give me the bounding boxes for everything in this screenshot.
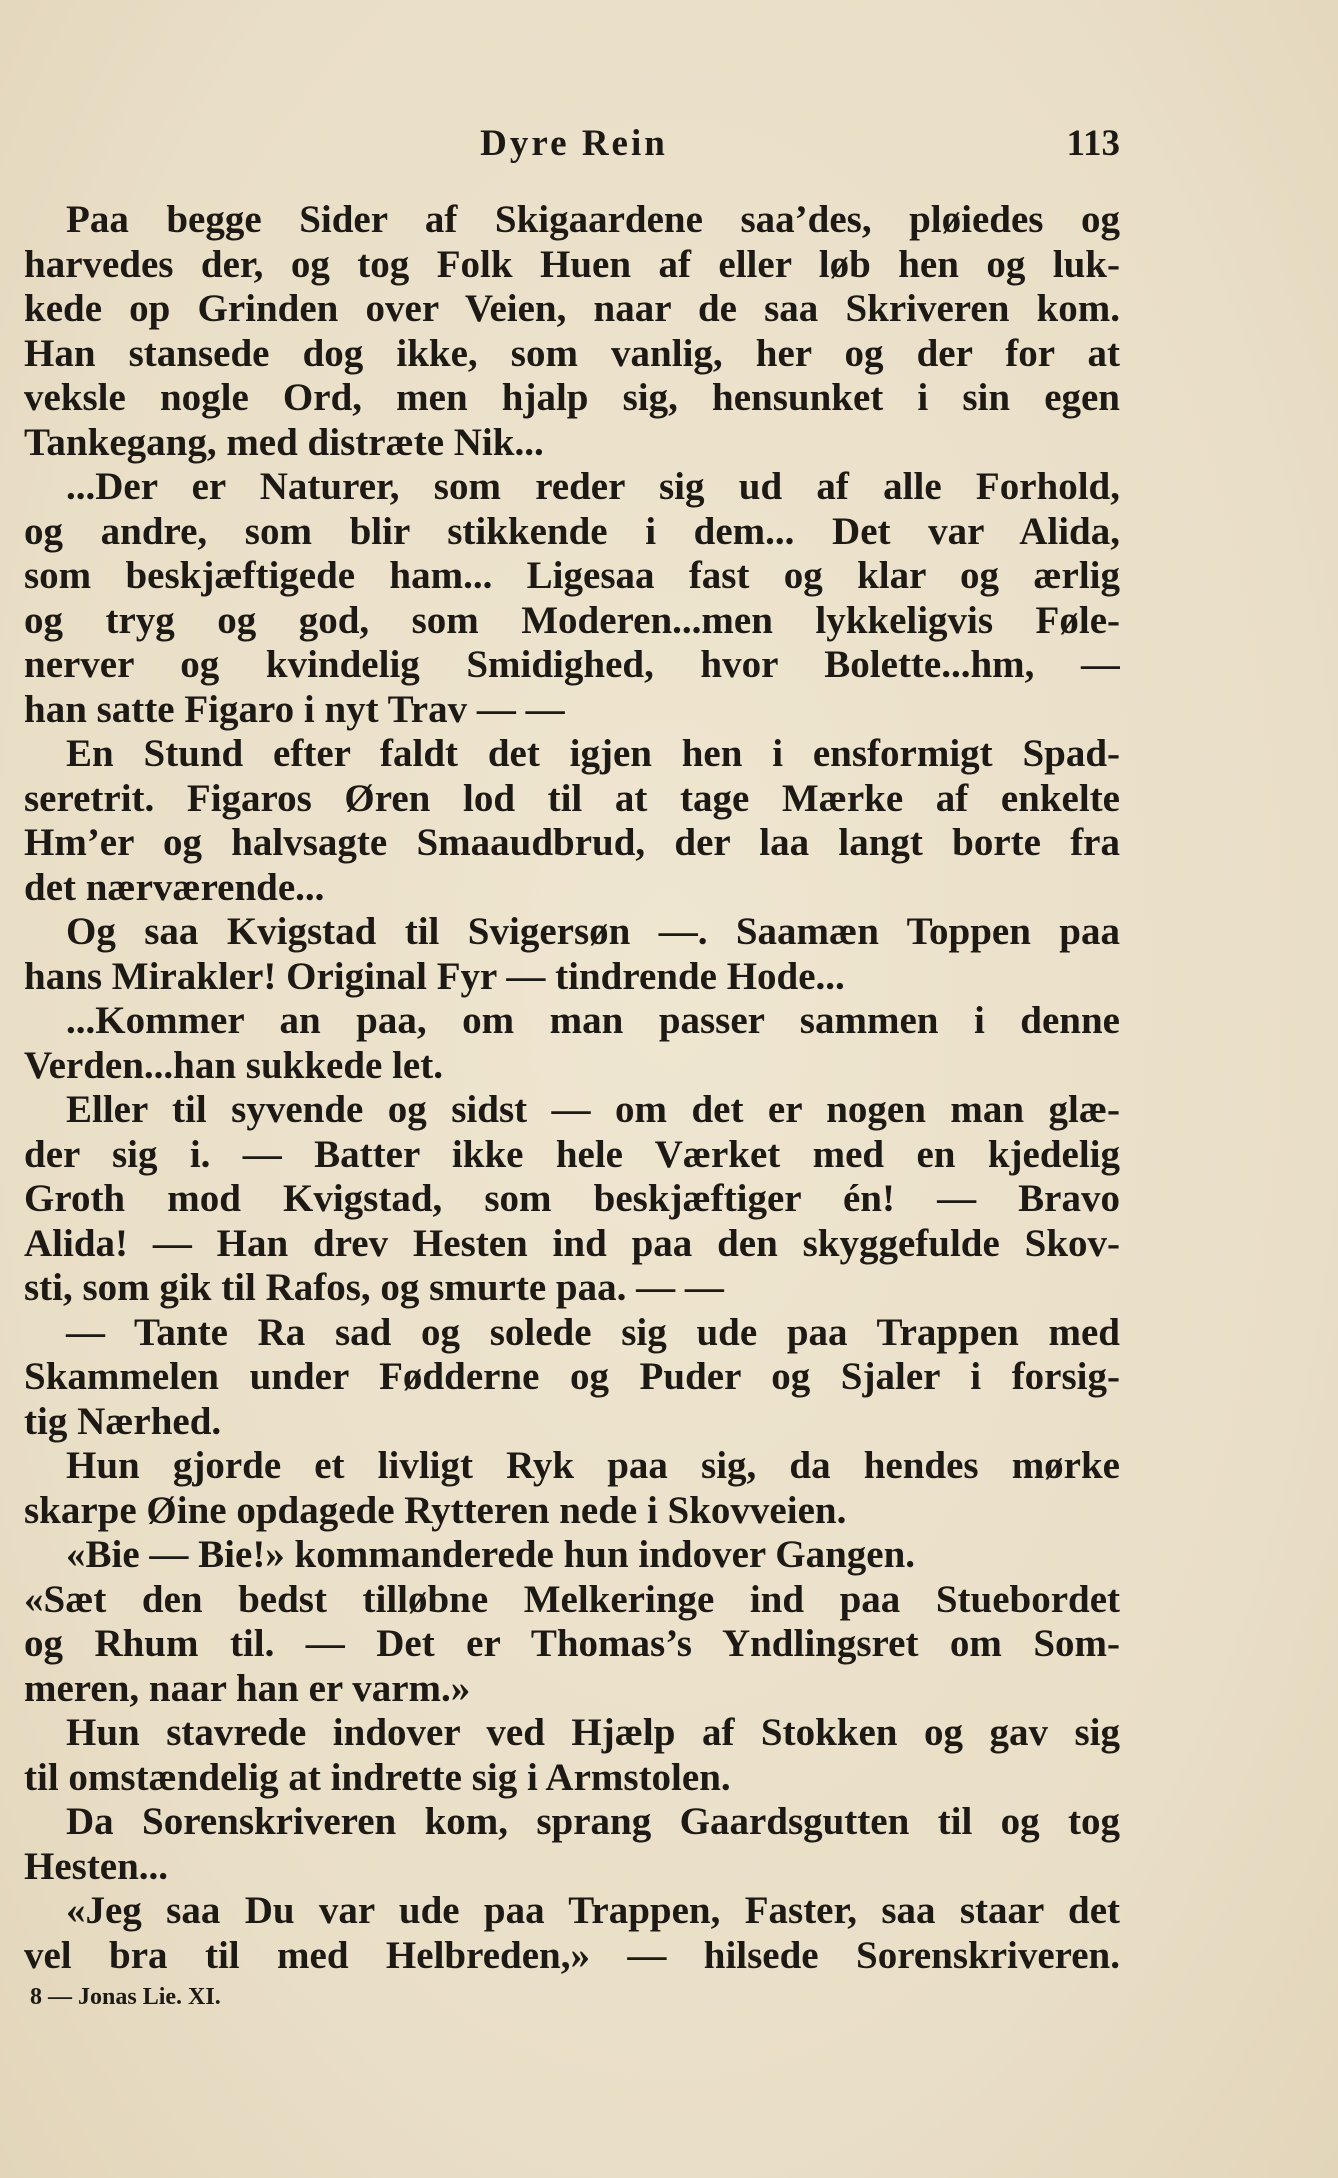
- text-line: «Jeg saa Du var ude paa Trappen, Faster, saa staar det: [66, 1889, 1120, 1932]
- text-line: «Bie — Bie!» kommanderede hun indover Gangen.: [66, 1533, 916, 1576]
- text-line: «Sæt den bedst tilløbne Melkeringe ind paa Stuebordet: [24, 1577, 1120, 1621]
- text-line: Verden...han sukkede let.: [24, 1043, 443, 1087]
- signature-mark: 8 — Jonas Lie. XI.: [30, 1984, 221, 2010]
- text-line: En Stund efter faldt det igjen hen i ensformigt Spad-: [66, 732, 1120, 775]
- running-title: Dyre Rein: [480, 123, 668, 164]
- text-line: sti, som gik til Rafos, og smurte paa. — —: [24, 1266, 724, 1309]
- text-line: Paa begge Sider af Skigaardene saa’des, pløiedes og: [66, 198, 1120, 241]
- text-line: Groth mod Kvigstad, som beskjæftiger én! — Bravo: [24, 1177, 1120, 1220]
- text-line: Da Sorenskriveren kom, sprang Gaardsgutten til og tog: [66, 1800, 1120, 1843]
- page-number: 113: [1066, 123, 1120, 164]
- text-line: Tankegang, med distræte Nik...: [24, 420, 544, 464]
- text-line: Hm’er og halvsagte Smaaudbrud, der laa langt borte fra: [24, 821, 1120, 864]
- text-line: tig Nærhed.: [24, 1399, 222, 1443]
- text-line: ...Kommer an paa, om man passer sammen i denne: [66, 999, 1120, 1042]
- text-line: Han stansede dog ikke, som vanlig, her og der for at: [24, 331, 1120, 375]
- text-line: hans Mirakler! Original Fyr — tindrende Hode...: [24, 954, 845, 998]
- text-line: Alida! — Han drev Hesten ind paa den skyggefulde Skov-: [24, 1221, 1120, 1265]
- text-line: — Tante Ra sad og solede sig ude paa Trappen med: [66, 1310, 1120, 1354]
- text-line: Hun stavrede indover ved Hjælp af Stokken og gav sig: [66, 1711, 1120, 1754]
- body-text: [24, 198, 1120, 1978]
- text-line: seretrit. Figaros Øren lod til at tage Mærke af enkelte: [24, 776, 1120, 820]
- text-line: Skammelen under Fødderne og Puder og Sjaler i forsig-: [24, 1355, 1120, 1398]
- text-line: og tryg og god, som Moderen...men lykkeligvis Føle-: [24, 598, 1120, 642]
- text-line: Hesten...: [24, 1844, 169, 1888]
- text-line: han satte Figaro i nyt Trav — —: [24, 687, 565, 731]
- text-line: kede op Grinden over Veien, naar de saa Skriveren kom.: [24, 287, 1120, 330]
- text-line: nerver og kvindelig Smidighed, hvor Bolette...hm, —: [24, 643, 1120, 686]
- text-line: vel bra til med Helbreden,» — hilsede Sorenskriveren.: [24, 1933, 1120, 1977]
- text-line: harvedes der, og tog Folk Huen af eller løb hen og luk-: [24, 242, 1120, 286]
- text-line: skarpe Øine opdagede Rytteren nede i Skovveien.: [24, 1488, 847, 1532]
- text-line: og Rhum til. — Det er Thomas’s Yndlingsret om Som-: [24, 1622, 1120, 1665]
- text-line: Og saa Kvigstad til Svigersøn —. Saamæn Toppen paa: [66, 910, 1120, 953]
- text-line: det nærværende...: [24, 865, 325, 909]
- text-line: meren, naar han er varm.»: [24, 1666, 471, 1710]
- text-line: til omstændelig at indrette sig i Armstolen.: [24, 1755, 731, 1799]
- page-header: [28, 122, 1120, 178]
- text-line: ...Der er Naturer, som reder sig ud af alle Forhold,: [66, 465, 1120, 508]
- text-line: som beskjæftigede ham... Ligesaa fast og klar og ærlig: [24, 554, 1120, 597]
- text-line: Hun gjorde et livligt Ryk paa sig, da hendes mørke: [66, 1444, 1120, 1487]
- text-line: Eller til syvende og sidst — om det er nogen man glæ-: [66, 1088, 1120, 1131]
- text-line: der sig i. — Batter ikke hele Værket med en kjedelig: [24, 1132, 1120, 1176]
- text-line: og andre, som blir stikkende i dem... Det var Alida,: [24, 509, 1120, 553]
- text-line: veksle nogle Ord, men hjalp sig, hensunket i sin egen: [24, 376, 1120, 419]
